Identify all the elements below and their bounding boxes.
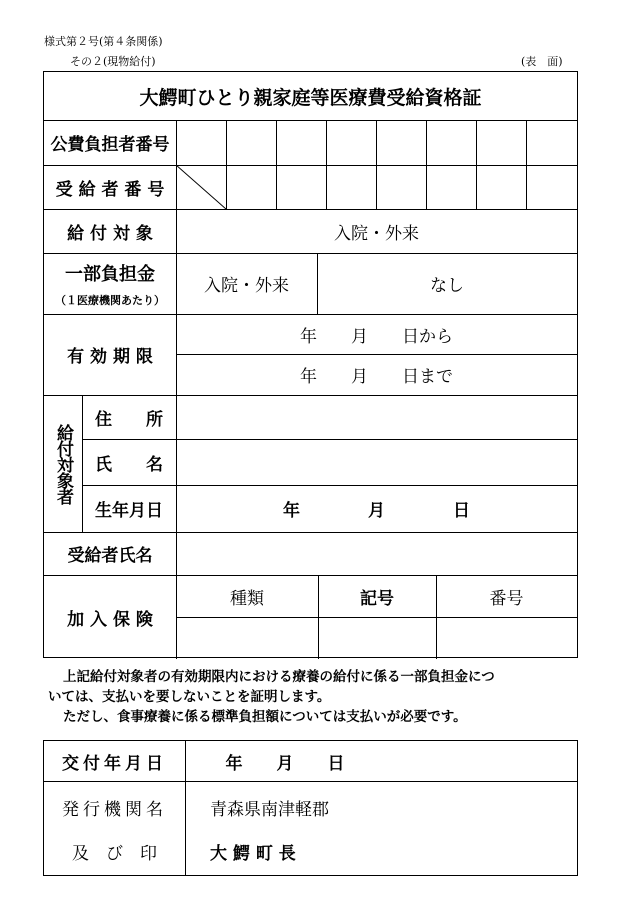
copay-type: 入院・外来 <box>204 276 289 296</box>
issue-date-value: 年 月 日 <box>225 753 345 774</box>
diagonal-slash <box>176 165 226 209</box>
seal-label: 及 び 印 <box>72 843 157 864</box>
side-label: (表 面) <box>521 55 563 68</box>
form-subnumber: その２(現物給付) <box>70 55 156 68</box>
issuer-label: 発行機関名 <box>62 799 167 820</box>
benefit-target-value: 入院・外来 <box>334 223 419 244</box>
note-line-3: ただし、食事療養に係る標準負担額については支払いが必要です。 <box>63 709 467 725</box>
seal-value: 大 鰐 町 長 <box>210 843 296 864</box>
issuer-value: 青森県南津軽郡 <box>210 799 329 820</box>
insurance-label: 加 入 保 険 <box>67 609 153 630</box>
form-number: 様式第２号(第４条関係) <box>44 35 163 48</box>
insurance-number-header: 番号 <box>489 588 524 609</box>
document-title: 大鰐町ひとり親家庭等医療費受給資格証 <box>139 86 482 109</box>
address-label: 住 所 <box>95 409 163 430</box>
insurance-symbol-header: 記号 <box>360 588 394 609</box>
birthdate-value: 年 月 日 <box>283 501 470 521</box>
issue-date-label: 交付年月日 <box>62 753 167 774</box>
target-person-label: 給付対象者 <box>53 423 73 504</box>
note-line-1: 上記給付対象者の有効期限内における療養の給付に係る一部負担金につ <box>63 669 495 685</box>
main-table <box>43 71 578 658</box>
insurance-type-header: 種類 <box>230 588 264 609</box>
validity-to: 年 月 日まで <box>300 367 453 387</box>
recipient-number-label: 受 給 者 番 号 <box>55 179 165 200</box>
name-label: 氏 名 <box>95 454 163 475</box>
copay-value: なし <box>430 276 464 296</box>
public-burden-number-label: 公費負担者番号 <box>50 135 170 155</box>
copay-label: 一部負担金 <box>65 264 155 285</box>
recipient-name-label: 受給者氏名 <box>67 546 153 566</box>
benefit-target-label: 給 付 対 象 <box>67 223 153 244</box>
copay-note: （１医療機関あたり） <box>55 294 165 307</box>
birthdate-label: 生年月日 <box>95 501 163 521</box>
validity-label: 有 効 期 限 <box>67 347 153 367</box>
note-line-2: いては、支払いを要しないことを証明します。 <box>48 689 331 705</box>
validity-from: 年 月 日から <box>300 326 453 347</box>
issue-table <box>43 740 578 876</box>
